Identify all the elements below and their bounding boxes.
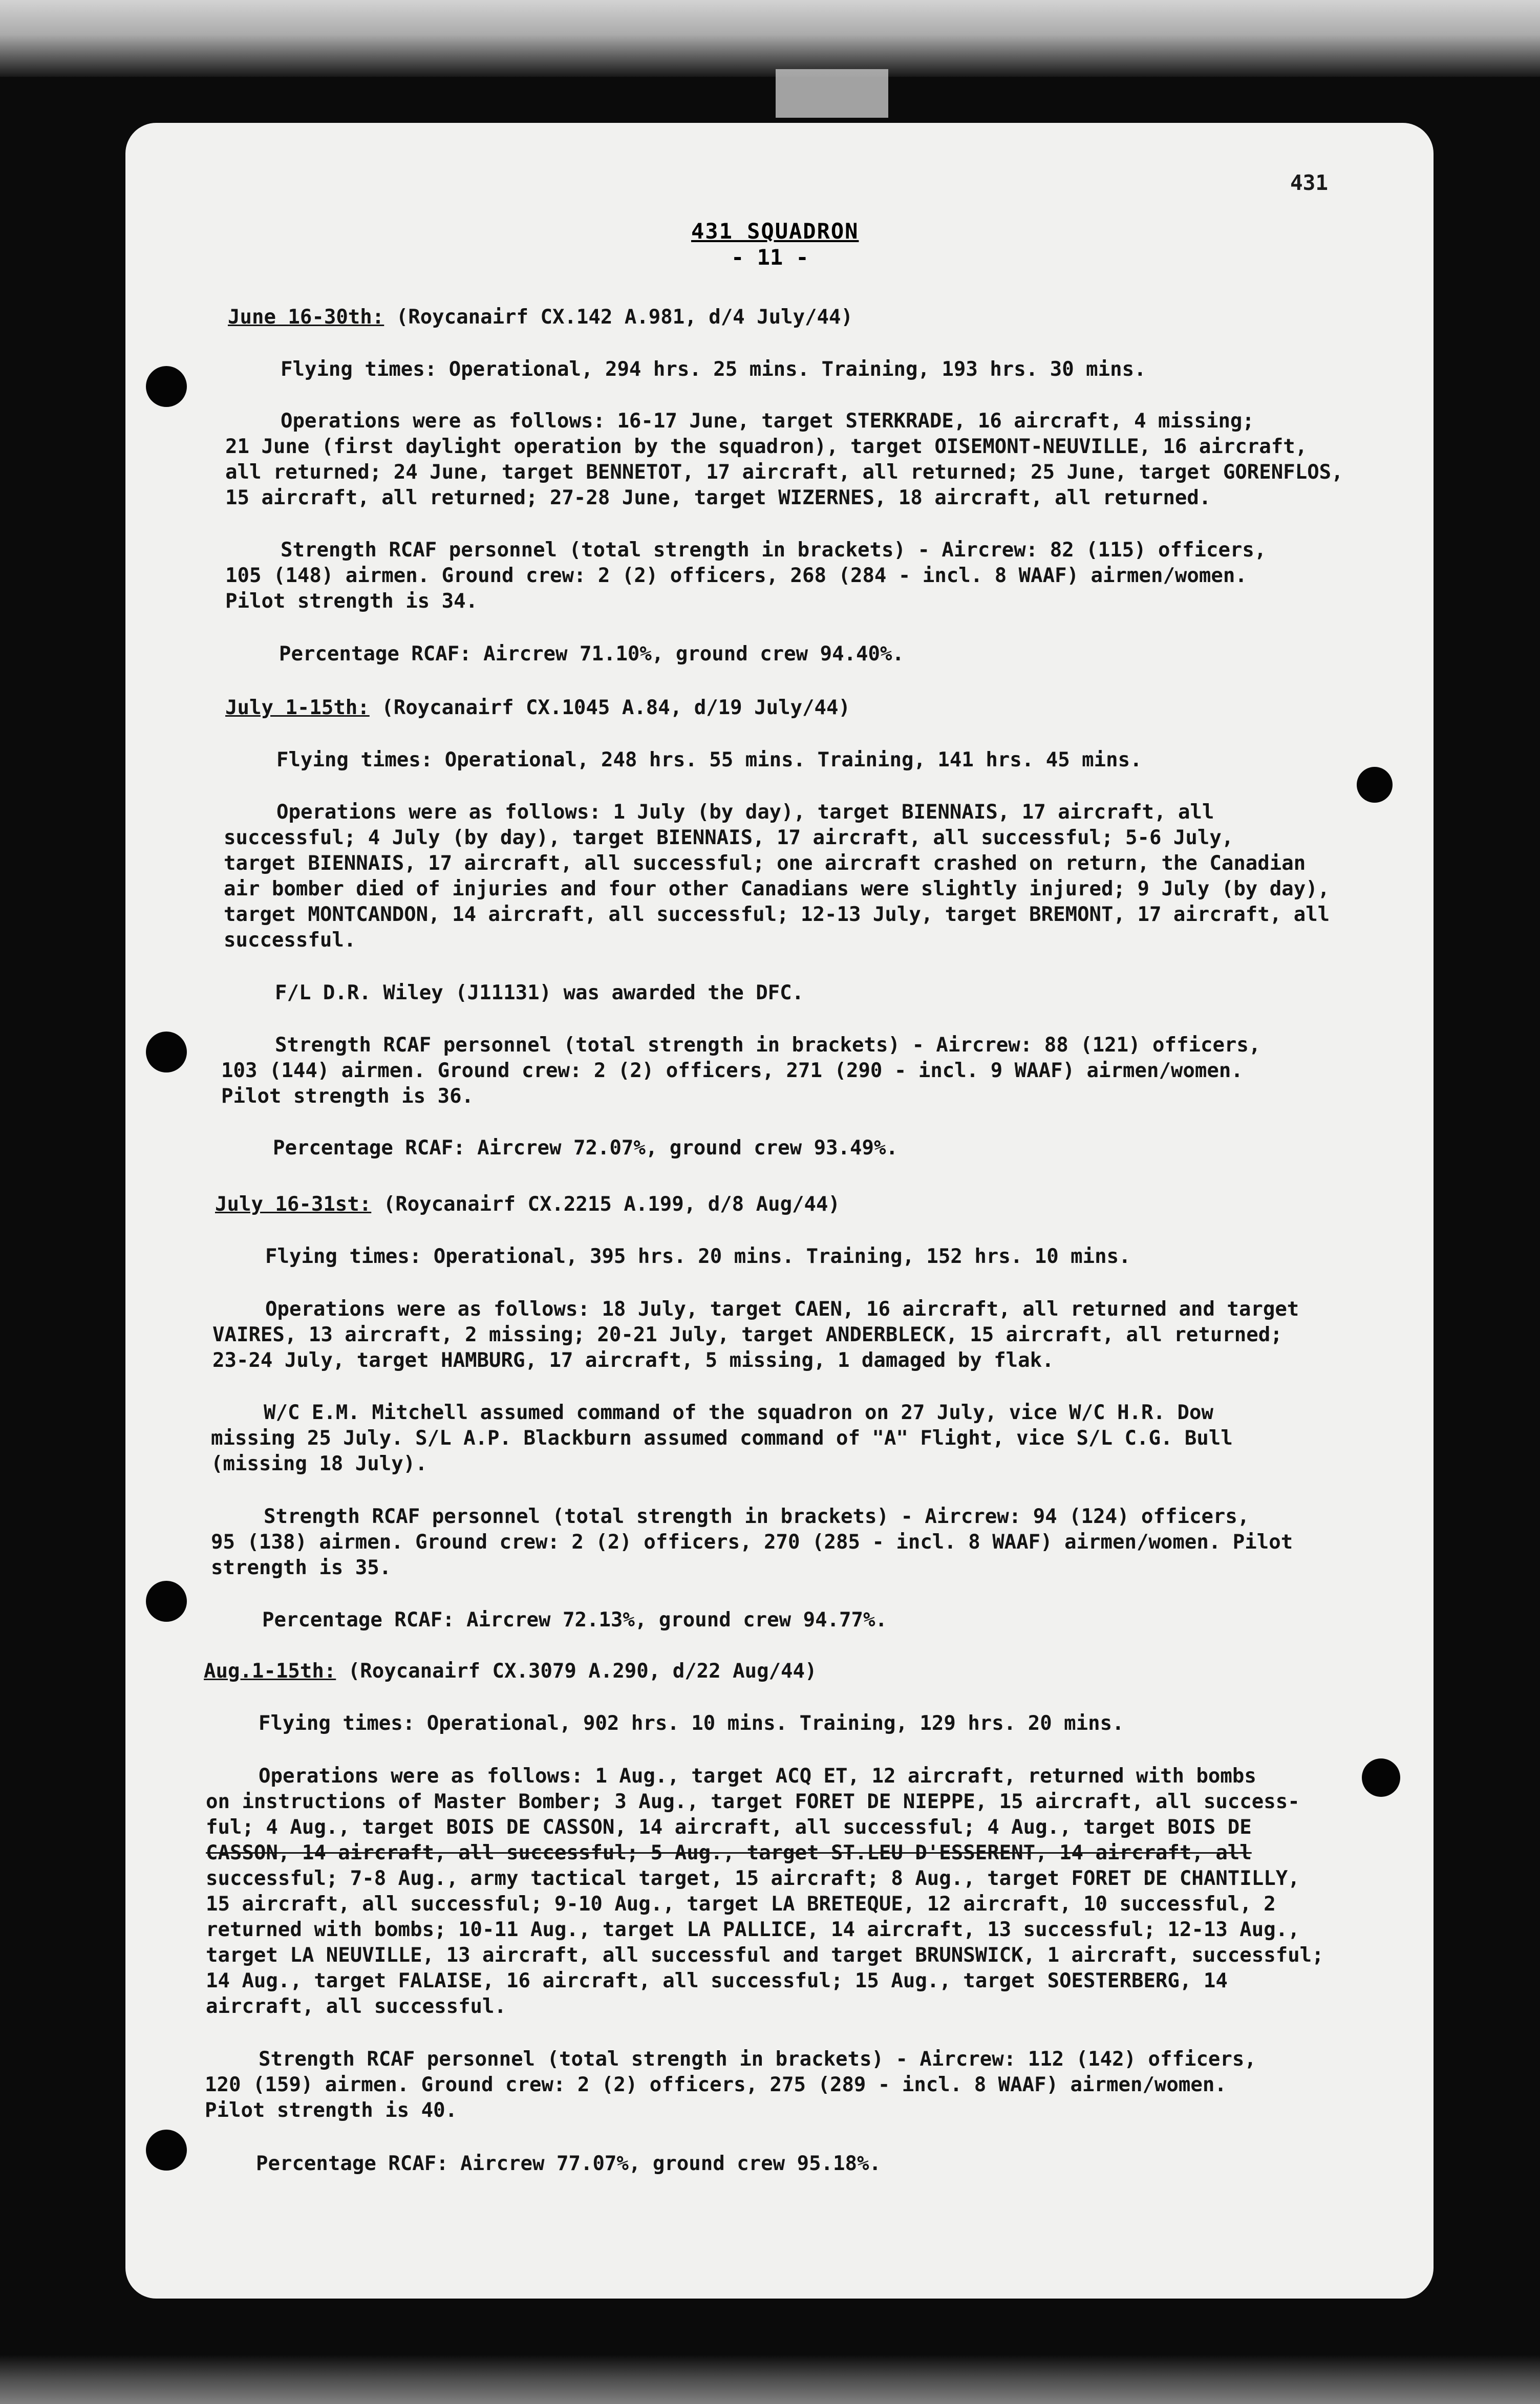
strength-line: 105 (148) airmen. Ground crew: 2 (2) officers, 268 (284 - incl. 8 WAAF) airmen/women. [225,564,1247,587]
operations-line: Operations were as follows: 1 Aug., target ACQ ET, 12 aircraft, returned with bombs [259,1765,1256,1788]
operations-line: target LA NEUVILLE, 13 aircraft, all successful and target BRUNSWICK, 1 aircraft, successful; [206,1944,1324,1967]
operations-line: Operations were as follows: 1 July (by day), target BIENNAIS, 17 aircraft, all [276,801,1214,824]
strength-line: Pilot strength is 36. [221,1085,474,1108]
operations-line-struck: CASSON, 14 aircraft, all successful; 5 Aug., target ST.LEU D'ESSERENT, 14 aircraft, all [206,1841,1252,1864]
section-heading-line [228,307,1508,327]
page-subtitle: - 11 - [731,245,809,270]
operations-line: air bomber died of injuries and four other Canadians were slightly injured; 9 July (by day), [224,877,1330,900]
strength-line: Strength RCAF personnel (total strength in brackets) - Aircrew: 94 (124) officers, [264,1505,1250,1528]
percentage-line: Percentage RCAF: Aircrew 72.07%, ground crew 93.49%. [273,1136,898,1160]
operations-line: Operations were as follows: 16-17 June, target STERKRADE, 16 aircraft, 4 missing; [281,410,1254,433]
award-line: F/L D.R. Wiley (J11131) was awarded the DFC. [275,981,804,1004]
operations-line: returned with bombs; 10-11 Aug., target LA PALLICE, 14 aircraft, 13 successful; 12-13 Aug., [206,1918,1300,1941]
operations-line: 23-24 July, target HAMBURG, 17 aircraft, 5 missing, 1 damaged by flak. [212,1349,1054,1372]
percentage-line: Percentage RCAF: Aircrew 77.07%, ground crew 95.18%. [256,2152,881,2175]
flying-times: Flying times: Operational, 902 hrs. 10 mins. Training, 129 hrs. 20 mins. [259,1712,1124,1735]
strength-line: 95 (138) airmen. Ground crew: 2 (2) officers, 270 (285 - incl. 8 WAAF) airmen/women. Pilot [211,1531,1293,1554]
command-line: (missing 18 July). [211,1452,427,1475]
operations-line: 15 aircraft, all returned; 27-28 June, target WIZERNES, 18 aircraft, all returned. [225,486,1211,509]
strength-line: Strength RCAF personnel (total strength in brackets) - Aircrew: 112 (142) officers, [259,2048,1256,2071]
section-reference: (Roycanairf CX.142 A.981, d/4 July/44) [384,306,853,329]
strength-line: 103 (144) airmen. Ground crew: 2 (2) officers, 271 (290 - incl. 9 WAAF) airmen/women. [221,1059,1243,1082]
strength-line: Strength RCAF personnel (total strength in brackets) - Aircrew: 82 (115) officers, [281,539,1267,562]
strength-line: Pilot strength is 40. [205,2099,458,2122]
page-number: 431 [1290,170,1329,195]
percentage-line: Percentage RCAF: Aircrew 71.10%, ground crew 94.40%. [279,642,904,666]
section-heading: July 16-31st: [215,1193,372,1216]
command-line: missing 25 July. S/L A.P. Blackburn assumed command of "A" Flight, vice S/L C.G. Bull [211,1427,1233,1450]
section-heading-line [225,698,1505,718]
section-heading: July 1-15th: [225,696,370,719]
flying-times: Flying times: Operational, 395 hrs. 20 mins. Training, 152 hrs. 10 mins. [265,1245,1131,1268]
operations-line: 21 June (first daylight operation by the squadron), target OISEMONT-NEUVILLE, 16 aircraft, [225,435,1308,458]
operations-line: successful. [224,929,356,952]
operations-line: 14 Aug., target FALAISE, 16 aircraft, all successful; 15 Aug., target SOESTERBERG, 14 [206,1969,1228,1992]
operations-line: VAIRES, 13 aircraft, 2 missing; 20-21 July, target ANDERBLECK, 15 aircraft, all returned; [212,1323,1282,1346]
operations-line: successful; 4 July (by day), target BIENNAIS, 17 aircraft, all successful; 5-6 July, [224,826,1234,849]
section-reference: (Roycanairf CX.3079 A.290, d/22 Aug/44) [336,1660,817,1683]
strength-line: 120 (159) airmen. Ground crew: 2 (2) officers, 275 (289 - incl. 8 WAAF) airmen/women. [205,2073,1227,2096]
operations-line: target BIENNAIS, 17 aircraft, all successful; one aircraft crashed on return, the Canadian [224,852,1306,875]
command-line: W/C E.M. Mitchell assumed command of the squadron on 27 July, vice W/C H.R. Dow [264,1401,1213,1424]
strength-line: Strength RCAF personnel (total strength in brackets) - Aircrew: 88 (121) officers, [275,1034,1261,1057]
strength-line: Pilot strength is 34. [225,590,478,613]
operations-line: ful; 4 Aug., target BOIS DE CASSON, 14 aircraft, all successful; 4 Aug., target BOIS DE [206,1816,1252,1839]
operations-line: all returned; 24 June, target BENNETOT, 17 aircraft, all returned; 25 June, target GORENFLOS, [225,461,1343,484]
section-heading-line [215,1194,1495,1214]
operations-line: aircraft, all successful. [206,1995,506,2018]
operations-line: Operations were as follows: 18 July, target CAEN, 16 aircraft, all returned and target [265,1298,1299,1321]
section-reference: (Roycanairf CX.2215 A.199, d/8 Aug/44) [371,1193,840,1216]
operations-line: 15 aircraft, all successful; 9-10 Aug., target LA BRETEQUE, 12 aircraft, 10 successful, 2 [206,1893,1276,1916]
flying-times: Flying times: Operational, 294 hrs. 25 mins. Training, 193 hrs. 30 mins. [281,358,1146,381]
section-heading: Aug.1-15th: [204,1660,336,1683]
percentage-line: Percentage RCAF: Aircrew 72.13%, ground crew 94.77%. [262,1608,887,1632]
operations-line: on instructions of Master Bomber; 3 Aug., target FORET DE NIEPPE, 15 aircraft, all success- [206,1790,1300,1813]
section-reference: (Roycanairf CX.1045 A.84, d/19 July/44) [369,696,850,719]
operations-line: target MONTCANDON, 14 aircraft, all successful; 12-13 July, target BREMONT, 17 aircraft, all [224,903,1330,926]
flying-times: Flying times: Operational, 248 hrs. 55 mins. Training, 141 hrs. 45 mins. [276,748,1142,771]
section-heading: June 16-30th: [228,306,384,329]
section-heading-line [204,1661,1484,1681]
operations-line: successful; 7-8 Aug., army tactical target, 15 aircraft; 8 Aug., target FORET DE CHANTILLY, [206,1867,1300,1890]
page-title: 431 SQUADRON [691,219,859,244]
strength-line: strength is 35. [211,1556,392,1579]
